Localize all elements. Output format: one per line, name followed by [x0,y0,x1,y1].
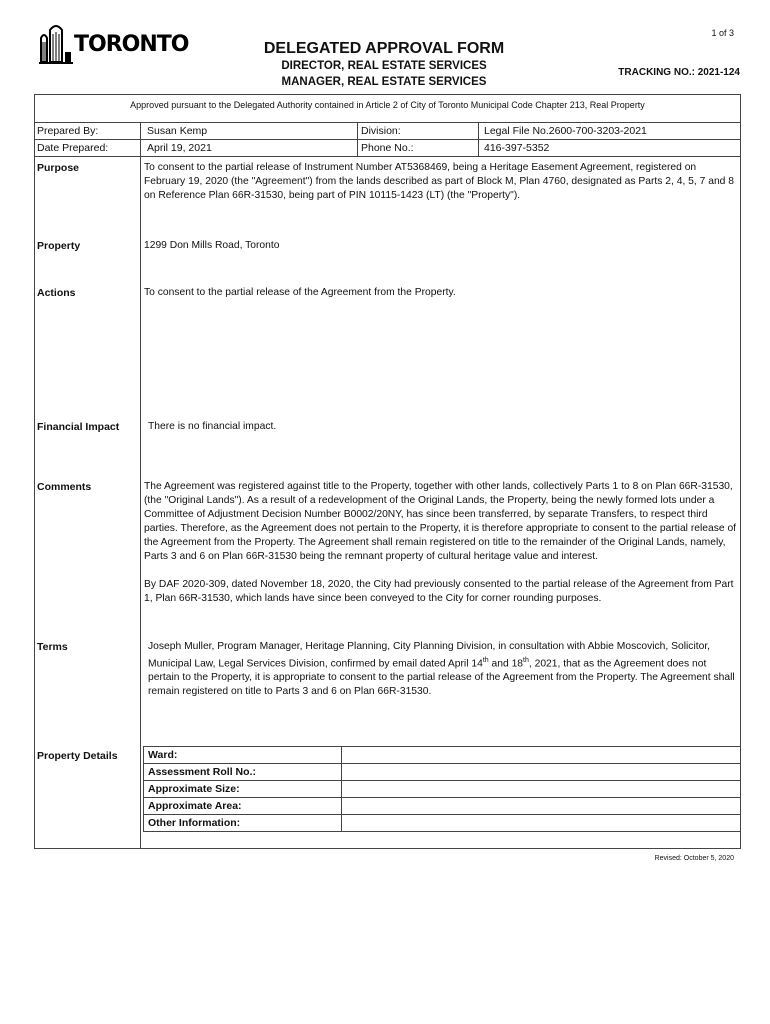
approximate-area-label: Approximate Area: [144,798,342,815]
terms-label: Terms [37,641,68,653]
date-prepared-value: April 19, 2021 [147,142,212,154]
financial-impact-text: There is no financial impact. [148,421,277,432]
table-row [144,781,741,798]
other-information-value[interactable] [342,815,741,832]
actions-label: Actions [37,287,76,299]
info-column-divider [357,122,358,156]
financial-impact-label: Financial Impact [37,421,120,433]
approximate-size-value[interactable] [342,781,741,798]
form-subtitle-director: DIRECTOR, REAL ESTATE SERVICES [281,60,487,72]
comments-text-previous-daf: By DAF 2020-309, dated November 18, 2020, the City had previously consented to the partial release of the Agreement from Part 1, Plan 66R-31530, which lands have since been conveyed to the City for corner rounding purposes. [144,579,734,604]
property-details-table [143,746,741,832]
approximate-size-label: Approximate Size: [144,781,342,798]
table-row [144,747,741,764]
prepared-by-value: Susan Kemp [147,125,208,137]
table-row [144,815,741,832]
property-label: Property [37,240,81,252]
purpose-text: To consent to the partial release of Instrument Number AT5368469, being a Heritage Easement Agreement, registered on February 19, 2020 (the "Agreement") from the lands described as part of Block M, Plan 4760, designated as Parts 2, 4, 5, 7 and 8 on Reference Plan 66R-31530, being part of PIN 10115-1423 (LT) (the "Property"). [144,162,734,201]
property-text: 1299 Don Mills Road, Toronto [144,240,280,251]
division-label: Division: [361,125,401,137]
phone-value: 416-397-5352 [484,142,550,154]
comments-text: The Agreement was registered against title to the Property, together with other lands, collectively Parts 1 to 8 on Plan 66R-31530, (the "Original Lands"). As a result of a redevelopment of the Original Lands, the Property, being the newly formed lots under a Committee of Adjustment Decision Number B0002/20NY, has since been transferred, by separate Transfers, to respect third parties. Therefore, as the Agreement does not pertain to the Property, it is therefore appropriate to consent to the partial release of the Agreement from the Property. The Agreement shall remain registered on title to the remainder of the Original Lands, namely, Parts 3 and 6 on Plan 66R-31530 being the remnant property of cultural heritage value and interest. [144,481,737,562]
city-hall-icon [38,22,74,68]
table-row [144,798,741,815]
ward-label: Ward: [144,747,342,764]
ward-value[interactable] [342,747,741,764]
phone-label: Phone No.: [361,142,414,154]
approximate-area-value[interactable] [342,798,741,815]
form-title: DELEGATED APPROVAL FORM [263,40,505,57]
legal-file-number: Legal File No.2600-700-3203-2021 [484,125,647,137]
label-column-divider [140,122,141,849]
property-details-label: Property Details [37,750,118,762]
form-subtitle-manager: MANAGER, REAL ESTATE SERVICES [281,76,487,88]
info-column-divider [478,122,479,156]
logo-wordmark: TORONTO [74,32,189,57]
purpose-label: Purpose [37,162,80,174]
revised-date: Revised: October 5, 2020 [654,855,734,862]
page-number: 1 of 3 [711,28,734,38]
terms-text: Joseph Muller, Program Manager, Heritage Planning, City Planning Division, in consultation with Abbie Moscovich, Solicitor, Municipal Law, Legal Services Division, confirmed by email dated April 14th and 18th, 2021, that as the Agreement does not pertain to the Property, it is appropriate to consent to the partial release of the Agreement from the Property. The Agreement shall remain registered on title to Parts 3 and 6 on Plan 66R-31530. [148,641,735,698]
date-prepared-label: Date Prepared: [37,142,109,154]
table-row [144,764,741,781]
approval-authority-text: Approved pursuant to the Delegated Authority contained in Article 2 of City of Toronto Municipal Code Chapter 213, Real Property [130,100,645,110]
other-information-label: Other Information: [144,815,342,832]
tracking-number: TRACKING NO.: 2021-124 [618,67,740,78]
prepared-by-label: Prepared By: [37,125,99,137]
comments-label: Comments [37,481,92,493]
actions-text: To consent to the partial release of the Agreement from the Property. [144,287,456,298]
assessment-roll-value[interactable] [342,764,741,781]
assessment-roll-label: Assessment Roll No.: [144,764,342,781]
toronto-logo [38,22,189,68]
